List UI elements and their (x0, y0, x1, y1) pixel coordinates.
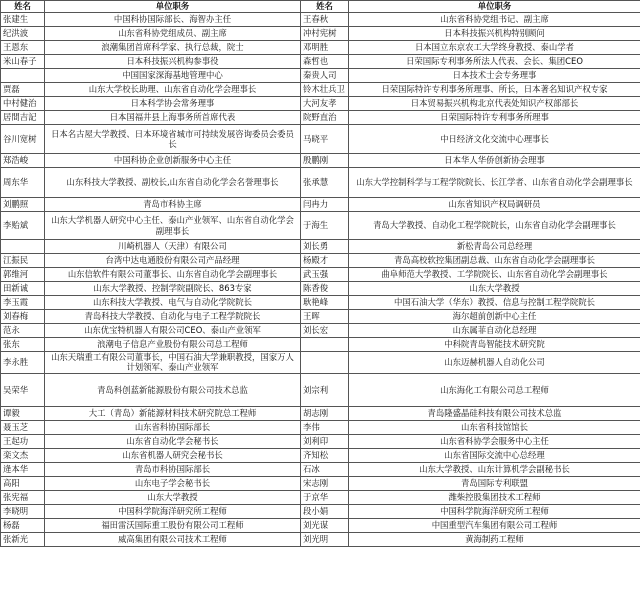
person-position-right: 日荣国际专利事务所法人代表、会长、集团CEO (349, 55, 640, 69)
person-name-right: 大河友孝 (301, 97, 349, 111)
person-name-right: 邓明胜 (301, 41, 349, 55)
person-position-left: 山东省科协国际部长 (45, 420, 301, 434)
person-name-right: 张承慧 (301, 168, 349, 198)
person-name-right: 刘利印 (301, 434, 349, 448)
person-position-right: 山东大学控制科学与工程学院院长、长江学者、山东省自动化学会副理事长 (349, 168, 640, 198)
person-name-left: 王起功 (1, 434, 45, 448)
person-position-left: 浪潮集团首席科学家、执行总裁，院士 (45, 41, 301, 55)
table-row (1, 310, 640, 324)
person-position-right: 海尔超前创新中心主任 (349, 310, 640, 324)
person-position-right: 中科院青岛智能技术研究院 (349, 338, 640, 352)
person-position-left: 山东省科协党组成员、副主席 (45, 27, 301, 41)
table-row (1, 212, 640, 240)
person-position-right: 中日经济文化交流中心理事长 (349, 125, 640, 154)
table-row (1, 268, 640, 282)
person-position-right: 新松青岛公司总经理 (349, 240, 640, 254)
person-name-left: 周东华 (1, 168, 45, 198)
person-name-right: 杨殿才 (301, 254, 349, 268)
person-position-left: 中国国家深海基地管理中心 (45, 69, 301, 83)
person-position-left: 日本国福井县上海事务所首席代表 (45, 111, 301, 125)
person-position-right: 日本科技振兴机构特别顾问 (349, 27, 640, 41)
person-name-left: 张宪福 (1, 490, 45, 504)
person-position-left: 山东省机器人研究会秘书长 (45, 448, 301, 462)
table-row (1, 490, 640, 504)
person-position-right: 黄海制药工程师 (349, 532, 640, 546)
table-row (1, 240, 640, 254)
person-name-right: 刘长勇 (301, 240, 349, 254)
person-name-right: 冲村宪树 (301, 27, 349, 41)
person-position-left: 浪潮电子信息产业股份有限公司总工程师 (45, 338, 301, 352)
person-name-left: 中村健治 (1, 97, 45, 111)
person-name-left: 江振民 (1, 254, 45, 268)
person-name-left: 贾磊 (1, 83, 45, 97)
table-row (1, 198, 640, 212)
table-row (1, 373, 640, 406)
person-name-left: 纪洪波 (1, 27, 45, 41)
person-position-right: 中国石油大学（华东）教授、信息与控制工程学院院长 (349, 296, 640, 310)
person-name-right: 王晖 (301, 310, 349, 324)
person-name-right: 刘长宏 (301, 324, 349, 338)
person-position-right: 中国科学院海洋研究所工程师 (349, 504, 640, 518)
person-position-left: 台湾中达电通股份有限公司产品经理 (45, 254, 301, 268)
table-row (1, 532, 640, 546)
person-name-right: 武玉强 (301, 268, 349, 282)
person-name-left: 张新光 (1, 532, 45, 546)
table-row (1, 448, 640, 462)
person-name-left: 栾文杰 (1, 448, 45, 462)
table-row (1, 338, 640, 352)
person-position-right: 日本贸易振兴机构北京代表处知识产权部部长 (349, 97, 640, 111)
person-name-left (1, 240, 45, 254)
person-name-right: 耿艳峰 (301, 296, 349, 310)
person-name-left: 张东 (1, 338, 45, 352)
table-body (1, 13, 640, 547)
person-name-left: 谭毅 (1, 406, 45, 420)
person-name-left: 范永 (1, 324, 45, 338)
person-position-left: 山东省自动化学会秘书长 (45, 434, 301, 448)
person-name-right: 马晓平 (301, 125, 349, 154)
table-row (1, 27, 640, 41)
person-name-right: 齐知松 (301, 448, 349, 462)
person-name-right: 李伟 (301, 420, 349, 434)
table-row (1, 168, 640, 198)
table-row (1, 254, 640, 268)
person-position-right: 山东大学教授 (349, 282, 640, 296)
header-name-right: 姓名 (301, 1, 349, 13)
person-name-left (1, 69, 45, 83)
person-name-right: 刘光谋 (301, 518, 349, 532)
person-name-left: 米山春子 (1, 55, 45, 69)
person-name-right: 刘光明 (301, 532, 349, 546)
person-position-left: 山东优宝特机器人有限公司CEO、泰山产业领军 (45, 324, 301, 338)
person-name-left: 郭维河 (1, 268, 45, 282)
table-row (1, 518, 640, 532)
person-position-left: 大工（青岛）新能源材料技术研究院总工程师 (45, 406, 301, 420)
person-name-left: 王恩东 (1, 41, 45, 55)
person-name-left: 逄本华 (1, 462, 45, 476)
person-name-left: 郑浩峻 (1, 154, 45, 168)
person-position-right: 青岛国际专利联盟 (349, 476, 640, 490)
person-name-right: 刘宗利 (301, 373, 349, 406)
person-position-left: 川崎机器人（天津）有限公司 (45, 240, 301, 254)
person-name-left: 刘春梅 (1, 310, 45, 324)
person-name-left: 田新诚 (1, 282, 45, 296)
table-row (1, 504, 640, 518)
table-row (1, 462, 640, 476)
header-position-right: 单位职务 (349, 1, 640, 13)
person-position-left: 山东大学机器人研究中心主任、泰山产业领军、山东省自动化学会副理事长 (45, 212, 301, 240)
person-position-right: 日荣国际特许专利事务所理事、所长，日本著名知识产权专家 (349, 83, 640, 97)
table-row (1, 406, 640, 420)
person-position-left: 山东电子学会秘书长 (45, 476, 301, 490)
person-position-right: 山东省科技馆馆长 (349, 420, 640, 434)
person-position-right: 山东省知识产权局调研员 (349, 198, 640, 212)
person-name-right: 石冰 (301, 462, 349, 476)
header-row (1, 1, 640, 13)
table-row (1, 296, 640, 310)
person-position-left: 中国科协国际部长、海智办主任 (45, 13, 301, 27)
person-name-right: 闫冉力 (301, 198, 349, 212)
person-position-left: 福田雷沃国际重工股份有限公司工程师 (45, 518, 301, 532)
table-row (1, 352, 640, 374)
person-position-right: 日本技术士会专务理事 (349, 69, 640, 83)
person-position-right: 中国重型汽车集团有限公司工程师 (349, 518, 640, 532)
person-name-left: 高阳 (1, 476, 45, 490)
person-position-right: 山东迈赫机器人自动化公司 (349, 352, 640, 374)
person-position-left: 青岛市科协主席 (45, 198, 301, 212)
person-position-left: 青岛科创蓝新能源股份有限公司技术总监 (45, 373, 301, 406)
person-name-left: 吴荣华 (1, 373, 45, 406)
person-position-left: 青岛科技大学教授、自动化与电子工程学院院长 (45, 310, 301, 324)
person-position-left: 山东信软件有限公司董事长、山东省自动化学会副理事长 (45, 268, 301, 282)
person-position-left: 日本科学协会常务理事 (45, 97, 301, 111)
person-name-right: 院野直治 (301, 111, 349, 125)
person-name-left: 李永胜 (1, 352, 45, 374)
person-position-right: 青岛高校软控集团副总裁、山东省自动化学会副理事长 (349, 254, 640, 268)
person-position-left: 中国科协企业创新服务中心主任 (45, 154, 301, 168)
header-position-left: 单位职务 (45, 1, 301, 13)
person-position-left: 山东天瑞重工有限公司董事长，中国石油大学兼职教授，国家万人计划领军、泰山产业领军 (45, 352, 301, 374)
person-position-left: 山东大学校长助理、山东省自动化学会理事长 (45, 83, 301, 97)
person-position-left: 威高集团有限公司技术工程师 (45, 532, 301, 546)
person-position-left: 日本名古屋大学教授、日本环境省城市可持续发展咨询委员会委员长 (45, 125, 301, 154)
person-position-right: 日本华人华侨创新协会理事 (349, 154, 640, 168)
person-name-right (301, 352, 349, 374)
table-row (1, 83, 640, 97)
table-row (1, 125, 640, 154)
person-position-right: 山东省科协党组书记、副主席 (349, 13, 640, 27)
table-row (1, 13, 640, 27)
person-position-right: 青岛大学教授、自动化工程学院院长，山东省自动化学会副理事长 (349, 212, 640, 240)
table-row (1, 476, 640, 490)
person-name-left: 李贻斌 (1, 212, 45, 240)
person-name-left: 刘鹏照 (1, 198, 45, 212)
person-name-left: 居間吉記 (1, 111, 45, 125)
person-position-right: 山东大学教授、山东计算机学会副秘书长 (349, 462, 640, 476)
person-name-right: 森哲也 (301, 55, 349, 69)
person-name-left: 李玉霞 (1, 296, 45, 310)
person-position-left: 青岛市科协国际部长 (45, 462, 301, 476)
person-position-left: 山东科技大学教授、副校长,山东省自动化学会名誉理事长 (45, 168, 301, 198)
person-name-right: 陈香俊 (301, 282, 349, 296)
person-name-right: 殷鹏刚 (301, 154, 349, 168)
person-name-left: 谷川宽树 (1, 125, 45, 154)
person-position-right: 山东省科协学会服务中心主任 (349, 434, 640, 448)
header-name-left: 姓名 (1, 1, 45, 13)
table-row (1, 97, 640, 111)
table-row (1, 154, 640, 168)
person-position-right: 潍柴控股集团技术工程师 (349, 490, 640, 504)
person-name-left: 张建生 (1, 13, 45, 27)
person-position-right: 山东属菲自动化总经理 (349, 324, 640, 338)
table-row (1, 420, 640, 434)
person-position-left: 山东大学教授、控制学院副院长、863专家 (45, 282, 301, 296)
person-name-right: 秦贵人司 (301, 69, 349, 83)
table-row (1, 282, 640, 296)
person-position-right: 山东海化工有限公司总工程师 (349, 373, 640, 406)
person-position-left: 日本科技振兴机构参事役 (45, 55, 301, 69)
person-name-right: 宋志刚 (301, 476, 349, 490)
person-name-right: 于京华 (301, 490, 349, 504)
person-name-left: 聂玉芝 (1, 420, 45, 434)
person-name-left: 杨磊 (1, 518, 45, 532)
table-row (1, 434, 640, 448)
person-position-right: 山东省国际交流中心总经理 (349, 448, 640, 462)
person-position-right: 曲阜师范大学教授、工学院院长、山东省自动化学会副理事长 (349, 268, 640, 282)
table-row (1, 69, 640, 83)
table-row (1, 55, 640, 69)
person-name-right: 段小娟 (301, 504, 349, 518)
person-position-right: 青岛隆盛晶硅科技有限公司技术总监 (349, 406, 640, 420)
person-position-left: 山东大学教授 (45, 490, 301, 504)
table-row (1, 111, 640, 125)
person-name-right: 胡志刚 (301, 406, 349, 420)
person-name-right: 于海生 (301, 212, 349, 240)
person-position-left: 山东科技大学教授、电气与自动化学院院长 (45, 296, 301, 310)
table-row (1, 41, 640, 55)
person-name-right (301, 338, 349, 352)
person-position-left: 中国科学院海洋研究所工程师 (45, 504, 301, 518)
person-name-left: 李晓明 (1, 504, 45, 518)
person-position-right: 日荣国际特许专利事务所理事 (349, 111, 640, 125)
person-name-right: 铃木壮兵卫 (301, 83, 349, 97)
person-name-right: 王春秋 (301, 13, 349, 27)
person-position-right: 日本国立东京农工大学终身教授、泰山学者 (349, 41, 640, 55)
table-row (1, 324, 640, 338)
